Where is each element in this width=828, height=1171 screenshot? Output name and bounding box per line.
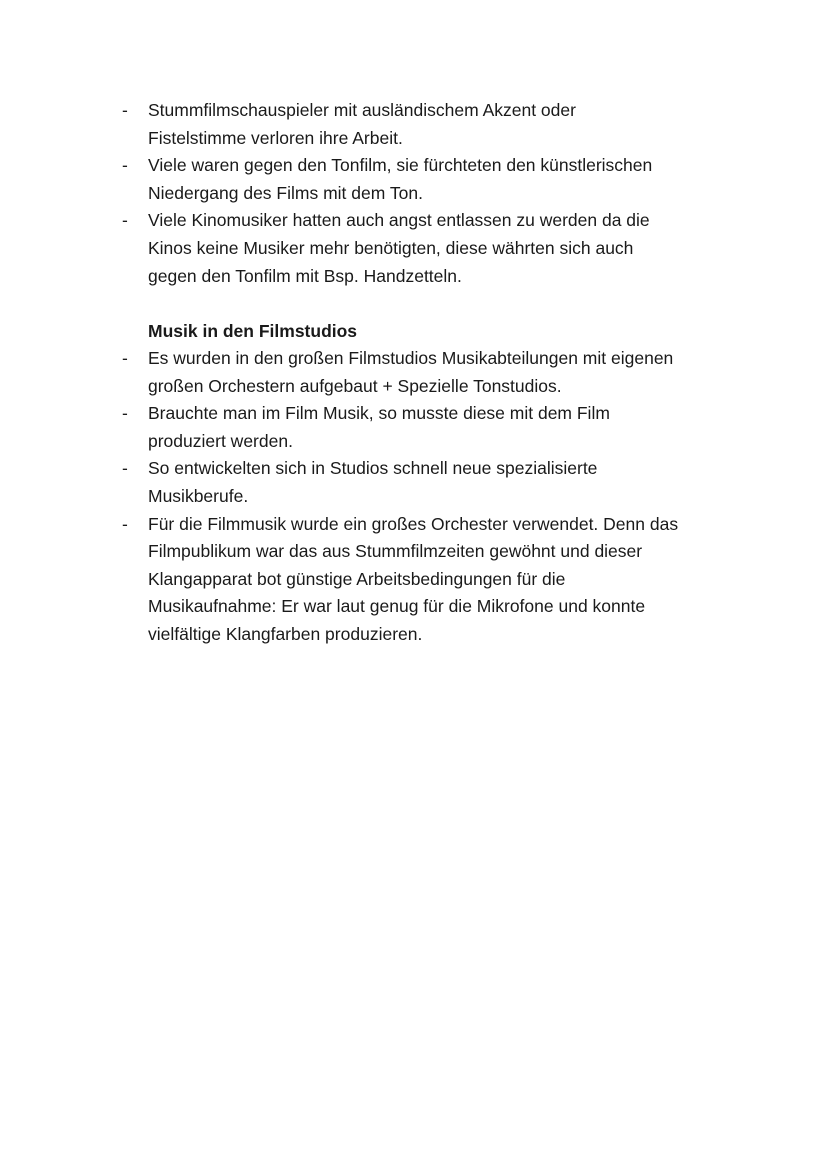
list-item [120,152,740,207]
list-item-line: So entwickelten sich in Studios schnell neue spezialisierte [148,458,598,479]
list-item-line: Für die Filmmusik wurde ein großes Orchester verwendet. Denn das [148,513,679,534]
list-item-line: Klangapparat bot günstige Arbeitsbedingungen für die [148,568,566,589]
list-item-line: Stummfilmschauspieler mit ausländischem Akzent oder [148,100,576,120]
list-item-line: Kinos keine Musiker mehr benötigten, diese währten sich auch [148,237,634,258]
list-item [120,455,740,510]
list-item-line: Musikberufe. [148,485,249,506]
list-item [120,97,740,152]
list-item-line: Filmpublikum war das aus Stummfilmzeiten gewöhnt und dieser [148,541,643,562]
section-heading: Musik in den Filmstudios [148,321,358,341]
list-item [120,511,740,649]
bullet-dash: - [122,403,128,424]
list-item-line: produziert werden. [148,430,293,451]
list-item-line: gegen den Tonfilm mit Bsp. Handzetteln. [148,265,462,286]
bullet-dash: - [122,155,128,176]
bullet-dash: - [122,458,128,479]
list-item-line: vielfältige Klangfarben produzieren. [148,623,423,644]
bullet-list-film-studio-music [120,345,740,649]
list-item-line: Musikaufnahme: Er war laut genug für die Mikrofone und konnte [148,596,646,617]
bullet-list-silent-film-impact [120,97,740,290]
bullet-dash: - [122,513,128,534]
list-item-line: Es wurden in den großen Filmstudios Musikabteilungen mit eigenen [148,348,674,368]
list-item-line: Viele Kinomusiker hatten auch angst entlassen zu werden da die [148,210,650,231]
list-item [120,400,740,455]
list-item-line: Fistelstimme verloren ihre Arbeit. [148,127,403,148]
list-item [120,345,740,400]
list-item-line: großen Orchestern aufgebaut + Spezielle Tonstudios. [148,375,562,396]
bullet-dash: - [122,210,128,231]
list-item-line: Brauchte man im Film Musik, so musste diese mit dem Film [148,403,610,424]
list-item-line: Niedergang des Films mit dem Ton. [148,182,423,203]
list-item [120,207,740,290]
list-item-line: Viele waren gegen den Tonfilm, sie fürchteten den künstlerischen [148,155,653,176]
bullet-dash: - [122,348,128,368]
bullet-dash: - [122,100,128,120]
